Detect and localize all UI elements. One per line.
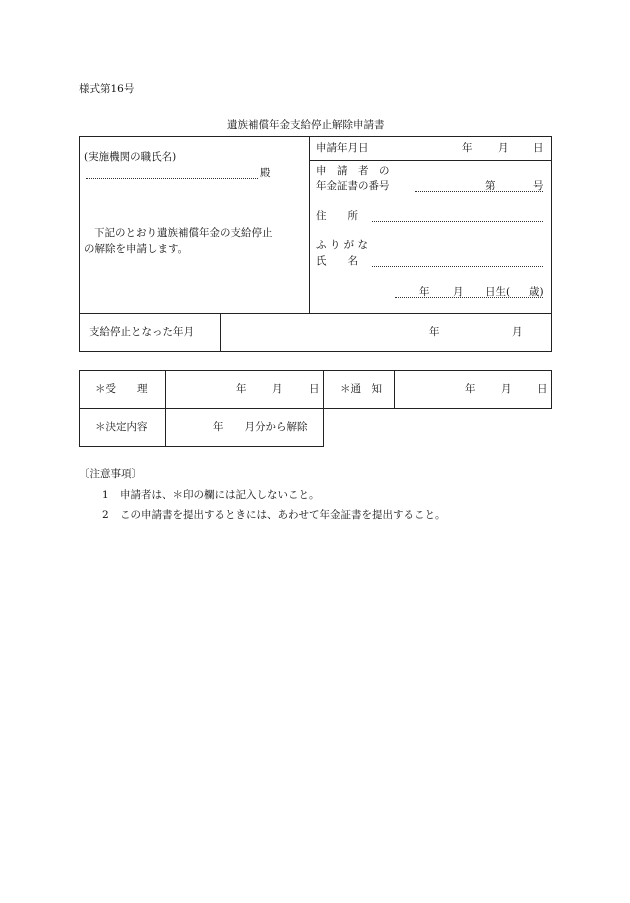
notice-month: 月 bbox=[501, 383, 512, 395]
note-text: この申請書を提出するときには、あわせて年金証書を提出すること。 bbox=[120, 509, 446, 521]
birth-date-line[interactable] bbox=[395, 297, 543, 298]
receipt-month: 月 bbox=[272, 383, 283, 395]
receipt-day: 日 bbox=[309, 383, 320, 395]
birth-year: 年 bbox=[419, 286, 430, 298]
birth-age: 歳) bbox=[529, 286, 544, 298]
name-label: 氏 名 bbox=[316, 255, 358, 267]
office-divider-1 bbox=[165, 370, 166, 409]
note-number: 2 bbox=[102, 509, 109, 521]
decision-text: 年 月分から解除 bbox=[213, 421, 308, 433]
addressee-label: (実施機関の職氏名) bbox=[84, 151, 177, 163]
application-date-month: 月 bbox=[498, 142, 509, 154]
notice-day: 日 bbox=[537, 383, 548, 395]
date-row-rule bbox=[309, 160, 552, 161]
birth-day-born: 日生( bbox=[485, 286, 511, 298]
main-table-divider bbox=[309, 136, 310, 313]
form-title: 遺族補償年金支給停止解除申請書 bbox=[227, 119, 385, 131]
office-divider-4 bbox=[165, 408, 166, 447]
address-label: 住 所 bbox=[316, 210, 358, 222]
note-text: 申請者は、＊印の欄には記入しないこと。 bbox=[120, 489, 320, 501]
notes-heading: 〔注意事項〕 bbox=[79, 468, 142, 480]
suspension-row-rule bbox=[79, 313, 552, 314]
pension-label-line-2: 年金証書の番号 bbox=[316, 180, 390, 192]
application-date-day: 日 bbox=[533, 142, 544, 154]
notice-year: 年 bbox=[465, 383, 476, 395]
suspension-label: 支給停止となった年月 bbox=[89, 326, 194, 338]
request-text-line-1: 下記のとおり遺族補償年金の支給停止 bbox=[94, 227, 273, 239]
application-date-year: 年 bbox=[462, 142, 473, 154]
birth-month: 月 bbox=[453, 286, 464, 298]
suspension-year: 年 bbox=[429, 326, 440, 338]
name-line[interactable] bbox=[372, 266, 543, 267]
note-number: 1 bbox=[102, 489, 109, 501]
receipt-label: ＊受 理 bbox=[95, 383, 148, 395]
application-date-label: 申請年月日 bbox=[316, 142, 369, 154]
form-number: 様式第16号 bbox=[79, 83, 135, 95]
receipt-year: 年 bbox=[236, 383, 247, 395]
furigana-label: ふ り が な bbox=[316, 239, 369, 251]
addressee-line[interactable] bbox=[86, 178, 258, 179]
request-text-line-2: の解除を申請します。 bbox=[84, 243, 189, 255]
office-divider-2 bbox=[323, 370, 324, 409]
decision-label: ＊決定内容 bbox=[95, 421, 148, 433]
pension-gou: 号 bbox=[533, 180, 544, 192]
pension-number-line[interactable] bbox=[415, 191, 543, 192]
pension-dai: 第 bbox=[485, 180, 496, 192]
address-line[interactable] bbox=[372, 221, 543, 222]
suspension-month: 月 bbox=[512, 326, 523, 338]
suspension-divider bbox=[220, 313, 221, 352]
addressee-honorific: 殿 bbox=[260, 167, 271, 179]
pension-label-line-1: 申 請 者 の bbox=[316, 165, 390, 177]
notice-label: ＊通 知 bbox=[340, 383, 382, 395]
office-divider-3 bbox=[394, 370, 395, 409]
